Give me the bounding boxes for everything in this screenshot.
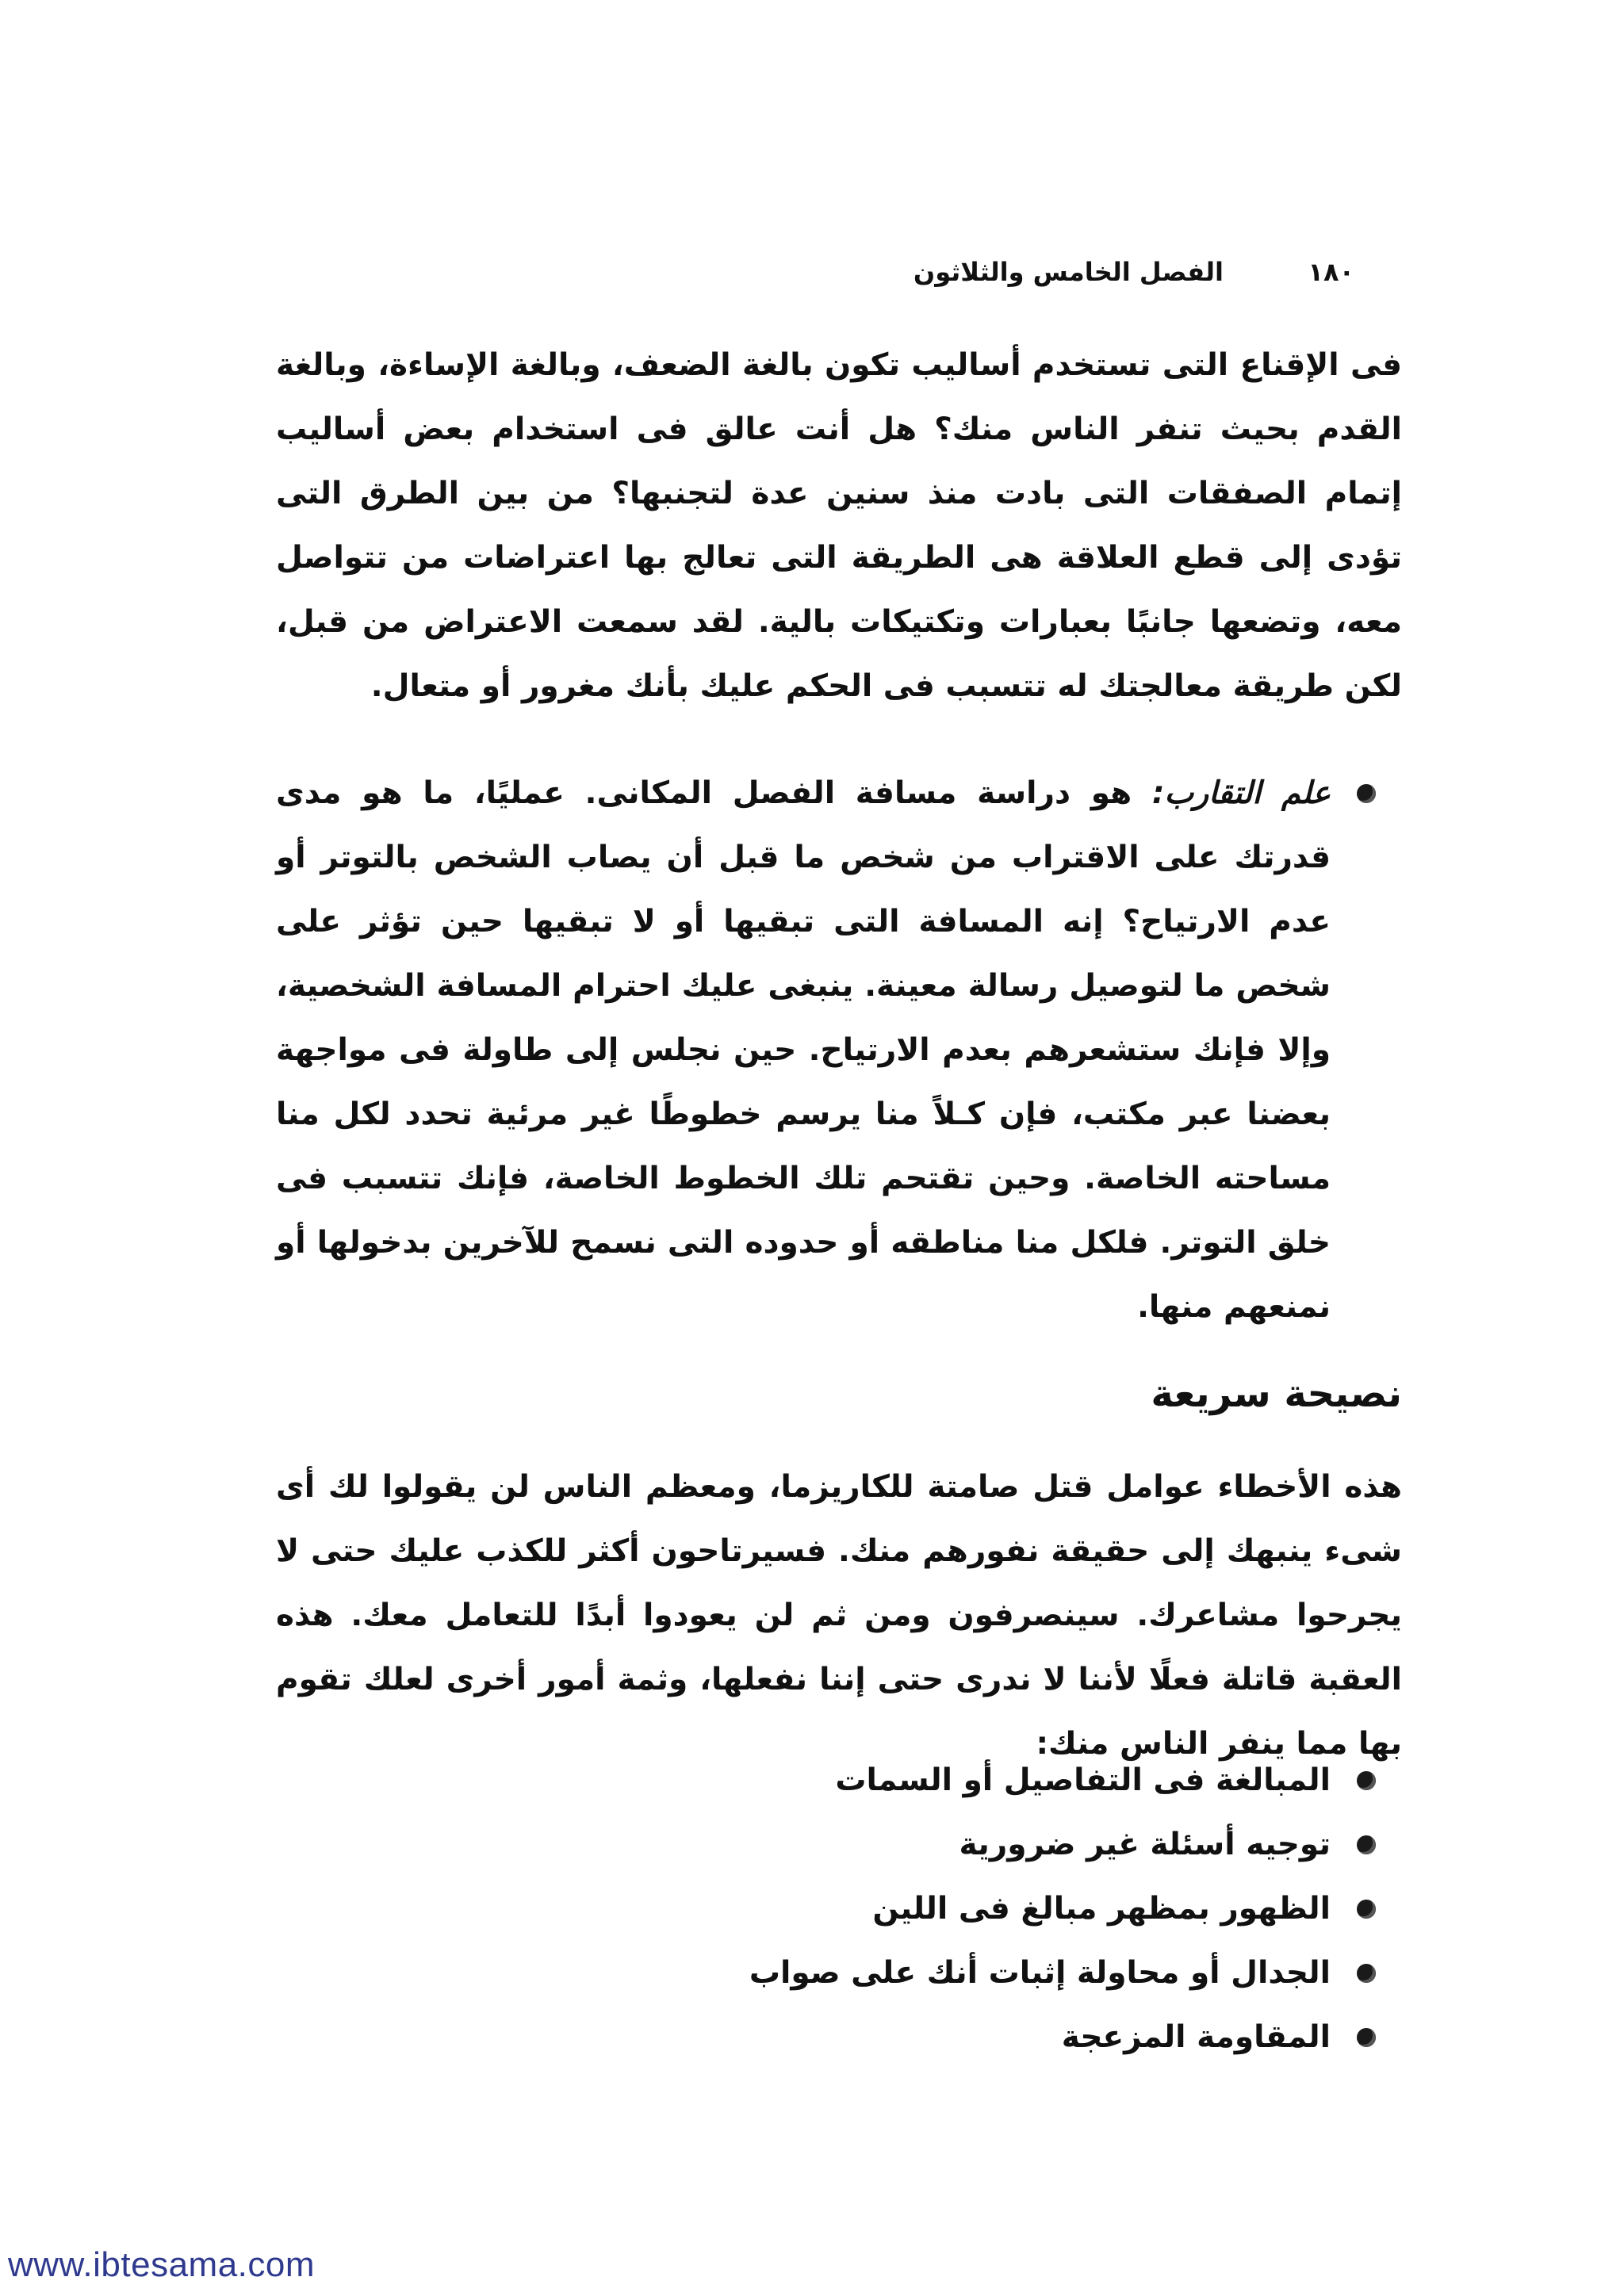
mistakes-list xyxy=(276,1748,1402,2069)
bullet-paragraph-text xyxy=(276,761,1331,1339)
list-item xyxy=(276,1812,1402,1877)
watermark-link[interactable]: www.ibtesama.com xyxy=(8,2245,316,2284)
bullet-icon xyxy=(1331,1877,1402,1941)
page-number: ١٨٠ xyxy=(1308,257,1354,287)
bullet-icon xyxy=(1331,1941,1402,2005)
term-definition: هو دراسة مسافة الفصل المكانى. عمليًا، ما هو مدى قدرتك على الاقتراب من شخص ما قبل أن يصاب الشخص بالتوتر أو عدم الارتياح؟ إنه المسافة التى تبقيها أو لا تبقيها حين تؤثر على شخص ما لتوصيل رسالة معينة. ينبغى عليك احترام المسافة الشخصية، وإلا فإنك ستشعرهم بعدم الارتياح. حين نجلس إلى طاولة فى مواجهة بعضنا عبر مكتب، فإن كـلاً منا يرسم خطوطًا غير مرئية تحدد لكل منا مساحته الخاصة. وحين تقتحم تلك الخطوط الخاصة، فإنك تتسبب فى خلق التوتر. فلكل منا مناطقه أو حدوده التى نسمح للآخرين بدخولها أو نمنعهم منها. xyxy=(276,775,1331,1325)
list-item-text: المقاومة المزعجة xyxy=(1061,2019,1331,2055)
body-paragraph-1: فى الإقناع التى تستخدم أساليب تكون بالغة الضعف، وبالغة الإساءة، وبالغة القدم بحيث تنفر الناس منك؟ هل أنت عالق فى استخدام بعض أساليب إتمام الصفقات التى بادت منذ سنين عدة لتجنبها؟ من بين الطرق التى تؤدى إلى قطع العلاقة هى الطريقة التى تعالج بها اعتراضات من تتواصل معه، وتضعها جانبًا بعبارات وتكتيكات بالية. لقد سمعت الاعتراض من قبل، لكن طريقة معالجتك له تتسبب فى الحكم عليك بأنك مغرور أو متعال. xyxy=(276,347,1402,704)
bullet-icon xyxy=(1331,2005,1402,2069)
chapter-title: الفصل الخامس والثلاثون xyxy=(913,257,1224,287)
list-item-text: توجيه أسئلة غير ضرورية xyxy=(959,1827,1331,1862)
list-item xyxy=(276,2005,1402,2069)
list-item xyxy=(276,1877,1402,1941)
section-heading: نصيحة سريعة xyxy=(1151,1372,1402,1416)
bullet-icon xyxy=(1331,1748,1402,1812)
bullet-paragraph xyxy=(276,761,1402,1339)
term-label: علم التقارب: xyxy=(1151,775,1331,811)
bullet-icon xyxy=(1331,761,1402,825)
list-item-text: الجدال أو محاولة إثبات أنك على صواب xyxy=(749,1955,1331,1991)
bullet-paragraph-row xyxy=(276,761,1402,1339)
running-header xyxy=(561,252,1354,297)
body-paragraph-2: هذه الأخطاء عوامل قتل صامتة للكاريزما، ومعظم الناس لن يقولوا لك أى شىء ينبهك إلى حقيقة نفورهم منك. فسيرتاحون أكثر للكذب عليك حتى لا يجرحوا مشاعرك. سينصرفون ومن ثم لن يعودوا أبدًا للتعامل معك. هذه العقبة قاتلة فعلًا لأننا لا ندرى حتى إننا نفعلها، وثمة أمور أخرى لعلك تقوم بها مما ينفر الناس منك: xyxy=(276,1469,1402,1762)
list-item xyxy=(276,1941,1402,2005)
bullet-icon xyxy=(1331,1812,1402,1877)
list-item xyxy=(276,1748,1402,1812)
list-item-text: الظهور بمظهر مبالغ فى اللين xyxy=(872,1891,1331,1927)
list-item-text: المبالغة فى التفاصيل أو السمات xyxy=(835,1762,1331,1798)
